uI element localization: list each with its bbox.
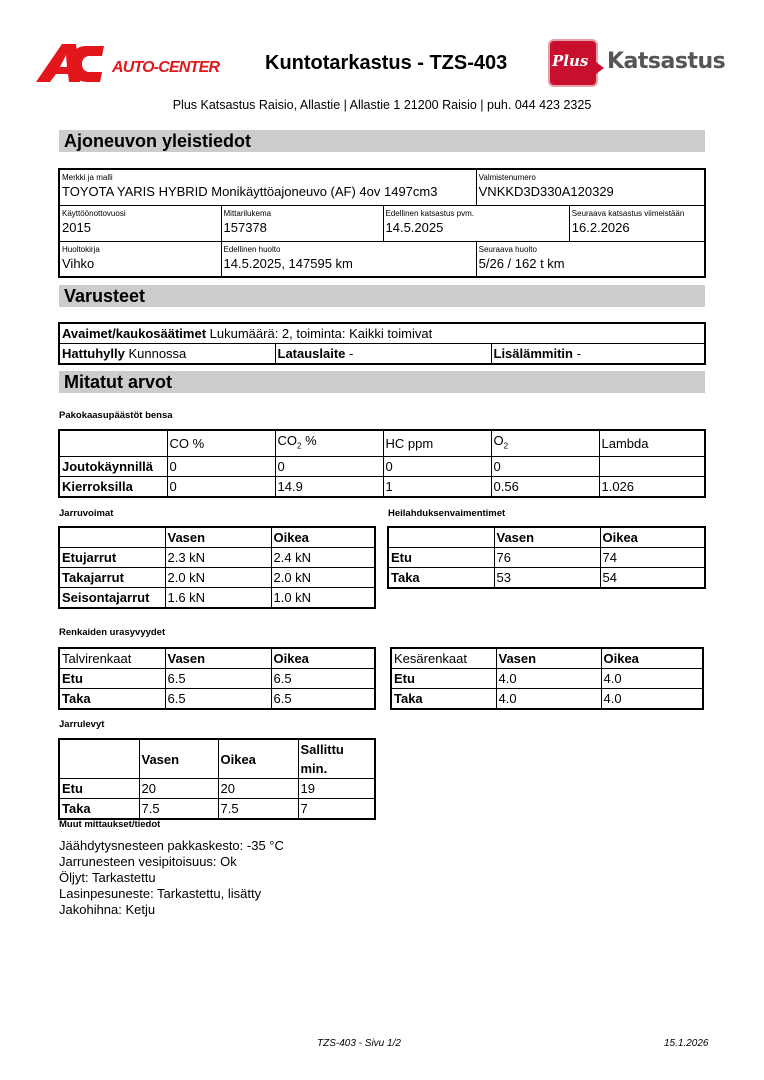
min-value: 7 xyxy=(298,799,375,820)
row-label: Joutokäynnillä xyxy=(59,456,167,476)
summer-header-right: Oikea xyxy=(601,648,703,669)
o2-text: O xyxy=(493,433,504,448)
shocks-header-right: Oikea xyxy=(600,527,705,548)
summer-header-left: Vasen xyxy=(496,648,601,669)
right-value: 54 xyxy=(600,568,705,589)
prev-inspection-label: Edellinen katsastus pvm. xyxy=(385,208,474,218)
table-row xyxy=(391,669,703,689)
emissions-title: Pakokaasupäästöt bensa xyxy=(59,410,173,421)
vin-value: VNKKD3D330A120329 xyxy=(478,184,614,199)
emissions-header-hc: HC ppm xyxy=(383,430,491,456)
shocks-header-left: Vasen xyxy=(494,527,600,548)
next-service-cell xyxy=(476,241,705,277)
list-item: Jäähdytysnesteen pakkaskesto: -35 °C xyxy=(59,838,284,853)
vin-cell xyxy=(476,169,705,205)
row-label: Taka xyxy=(391,689,496,710)
emissions-header-lambda: Lambda xyxy=(599,430,705,456)
odometer-label: Mittarilukema xyxy=(223,208,272,218)
right-value: 20 xyxy=(218,779,298,799)
o2-subscript: 2 xyxy=(503,441,509,451)
left-value: 20 xyxy=(139,779,218,799)
table-row xyxy=(59,779,375,799)
shocks-header-empty xyxy=(388,527,494,548)
left-value: 76 xyxy=(494,548,600,568)
make-model-value: TOYOTA YARIS HYBRID Monikäyttöajoneuvo (AF) 4ov 1497cm3 xyxy=(62,184,438,199)
right-value: 6.5 xyxy=(271,669,375,689)
hc-value: 0 xyxy=(383,456,491,476)
first-reg-value: 2015 xyxy=(62,219,91,235)
section-header-general: Ajoneuvon yleistiedot xyxy=(59,130,705,152)
section-header-measured: Mitatut arvot xyxy=(59,371,705,393)
parcel-shelf-label: Hattuhylly xyxy=(62,346,125,361)
left-value: 6.5 xyxy=(165,689,271,710)
co-value: 0 xyxy=(167,456,275,476)
first-reg-label: Käyttöönottovuosi xyxy=(62,208,126,218)
row-label: Etujarrut xyxy=(59,548,165,568)
discs-header-empty xyxy=(59,739,139,779)
hc-value: 1 xyxy=(383,476,491,497)
left-value: 53 xyxy=(494,568,600,589)
table-row xyxy=(59,669,375,689)
co2-value: 0 xyxy=(275,456,383,476)
table-row xyxy=(388,548,705,568)
charger-cell xyxy=(275,344,491,365)
keys-cell xyxy=(59,323,705,344)
discs-title: Jarrulevyt xyxy=(59,719,105,730)
o2-value: 0 xyxy=(491,456,599,476)
prev-service-cell xyxy=(221,241,476,277)
brakes-table xyxy=(58,526,376,609)
right-value: 74 xyxy=(600,548,705,568)
first-reg-cell xyxy=(59,205,221,241)
table-row xyxy=(388,568,705,589)
charger-value: - xyxy=(349,346,354,361)
prev-inspection-cell xyxy=(383,205,569,241)
prev-service-label: Edellinen huolto xyxy=(223,244,281,254)
heater-cell xyxy=(491,344,705,365)
winter-tread-table xyxy=(58,647,376,710)
row-label: Taka xyxy=(388,568,494,589)
summer-tread-table xyxy=(390,647,704,710)
footer-date: 15.1.2026 xyxy=(664,1038,709,1049)
emissions-table xyxy=(58,429,706,498)
lambda-value xyxy=(599,456,705,476)
table-row xyxy=(59,689,375,710)
summer-header-label: Kesärenkaat xyxy=(391,648,496,669)
prev-service-value: 14.5.2025, 147595 km xyxy=(223,255,353,271)
row-label: Etu xyxy=(59,779,139,799)
lambda-value: 1.026 xyxy=(599,476,705,497)
row-label: Taka xyxy=(59,689,165,710)
left-value: 6.5 xyxy=(165,669,271,689)
brakes-header-empty xyxy=(59,527,165,548)
left-value: 2.3 kN xyxy=(165,548,271,568)
winter-header-right: Oikea xyxy=(271,648,375,669)
service-book-label: Huoltokirja xyxy=(62,244,100,254)
table-row xyxy=(59,568,375,588)
discs-header-min: Sallittu min. xyxy=(298,739,375,779)
brakes-header-right: Oikea xyxy=(271,527,375,548)
next-service-label: Seuraava huolto xyxy=(478,244,537,254)
left-value: 7.5 xyxy=(139,799,218,820)
right-value: 2.0 kN xyxy=(271,568,375,588)
left-value: 1.6 kN xyxy=(165,588,271,609)
make-model-label: Merkki ja malli xyxy=(62,173,113,182)
right-value: 4.0 xyxy=(601,669,703,689)
tread-title: Renkaiden urasyvyydet xyxy=(59,627,166,638)
left-value: 2.0 kN xyxy=(165,568,271,588)
report-title: Kuntotarkastus - TZS-403 xyxy=(265,52,508,74)
make-model-cell xyxy=(59,169,476,205)
right-value: 1.0 kN xyxy=(271,588,375,609)
plus-katsastus-logo xyxy=(547,38,727,90)
winter-header-label: Talvirenkaat xyxy=(59,648,165,669)
parcel-shelf-value: Kunnossa xyxy=(128,346,187,361)
right-value: 4.0 xyxy=(601,689,703,710)
heater-value: - xyxy=(576,346,581,361)
section-header-equipment: Varusteet xyxy=(59,285,705,307)
station-address: Plus Katsastus Raisio, Allastie | Allastie 1 21200 Raisio | puh. 044 423 2325 xyxy=(172,98,592,112)
table-row xyxy=(59,476,705,497)
equipment-table xyxy=(58,322,706,365)
keys-value: Lukumäärä: 2, toiminta: Kaikki toimivat xyxy=(209,326,433,341)
min-value: 19 xyxy=(298,779,375,799)
brakes-header-left: Vasen xyxy=(165,527,271,548)
other-list xyxy=(59,838,284,918)
right-value: 2.4 kN xyxy=(271,548,375,568)
shocks-title: Heilahduksenvaimentimet xyxy=(388,508,506,519)
list-item: Jakohihna: Ketju xyxy=(59,902,156,917)
left-value: 4.0 xyxy=(496,669,601,689)
brakes-title: Jarruvoimat xyxy=(59,508,114,519)
emissions-header-empty xyxy=(59,430,167,456)
left-value: 4.0 xyxy=(496,689,601,710)
service-book-value: Vihko xyxy=(62,255,95,271)
general-info-table xyxy=(58,168,706,278)
list-item: Jarrunesteen vesipitoisuus: Ok xyxy=(59,854,237,869)
co2-unit: % xyxy=(301,433,317,448)
parcel-shelf-cell xyxy=(59,344,275,365)
plus-badge-text: Plus xyxy=(552,52,589,70)
table-row xyxy=(391,689,703,710)
odometer-cell xyxy=(221,205,383,241)
co2-subscript: 2 xyxy=(297,441,302,451)
table-row xyxy=(59,548,375,568)
charger-label: Latauslaite xyxy=(277,346,346,361)
next-inspection-value: 16.2.2026 xyxy=(571,219,630,235)
footer-page: TZS-403 - Sivu 1/2 xyxy=(317,1038,401,1049)
speech-tail xyxy=(596,62,604,74)
prev-inspection-value: 14.5.2025 xyxy=(385,219,444,235)
emissions-header-co: CO % xyxy=(167,430,275,456)
table-row xyxy=(59,456,705,476)
keys-label: Avaimet/kaukosäätimet xyxy=(62,326,207,341)
other-title: Muut mittaukset/tiedot xyxy=(59,819,161,830)
row-label: Etu xyxy=(391,669,496,689)
discs-table xyxy=(58,738,376,820)
co2-value: 14.9 xyxy=(275,476,383,497)
emissions-header-co2 xyxy=(275,430,383,456)
shocks-table xyxy=(387,526,706,589)
row-label: Kierroksilla xyxy=(59,476,167,497)
next-service-value: 5/26 / 162 t km xyxy=(478,255,565,271)
row-label: Takajarrut xyxy=(59,568,165,588)
auto-center-logo xyxy=(36,40,226,86)
co-value: 0 xyxy=(167,476,275,497)
svg-text:AUTO-CENTER: AUTO-CENTER xyxy=(112,59,220,76)
katsastus-text: Katsastus xyxy=(607,49,726,74)
row-label: Seisontajarrut xyxy=(59,588,165,609)
odometer-value: 157378 xyxy=(223,219,267,235)
discs-header-right: Oikea xyxy=(218,739,298,779)
table-row xyxy=(59,799,375,820)
next-inspection-cell xyxy=(569,205,705,241)
table-row xyxy=(59,588,375,609)
vin-label: Valmistenumero xyxy=(478,173,536,182)
heater-label: Lisälämmitin xyxy=(493,346,573,361)
list-item: Öljyt: Tarkastettu xyxy=(59,870,156,885)
discs-header-left: Vasen xyxy=(139,739,218,779)
row-label: Etu xyxy=(388,548,494,568)
row-label: Etu xyxy=(59,669,165,689)
emissions-header-o2 xyxy=(491,430,599,456)
next-inspection-label: Seuraava katsastus viimeistään xyxy=(571,208,685,218)
o2-value: 0.56 xyxy=(491,476,599,497)
row-label: Taka xyxy=(59,799,139,820)
service-book-cell xyxy=(59,241,221,277)
winter-header-left: Vasen xyxy=(165,648,271,669)
right-value: 6.5 xyxy=(271,689,375,710)
co2-text: CO xyxy=(277,433,297,448)
right-value: 7.5 xyxy=(218,799,298,820)
list-item: Lasinpesuneste: Tarkastettu, lisätty xyxy=(59,886,262,901)
